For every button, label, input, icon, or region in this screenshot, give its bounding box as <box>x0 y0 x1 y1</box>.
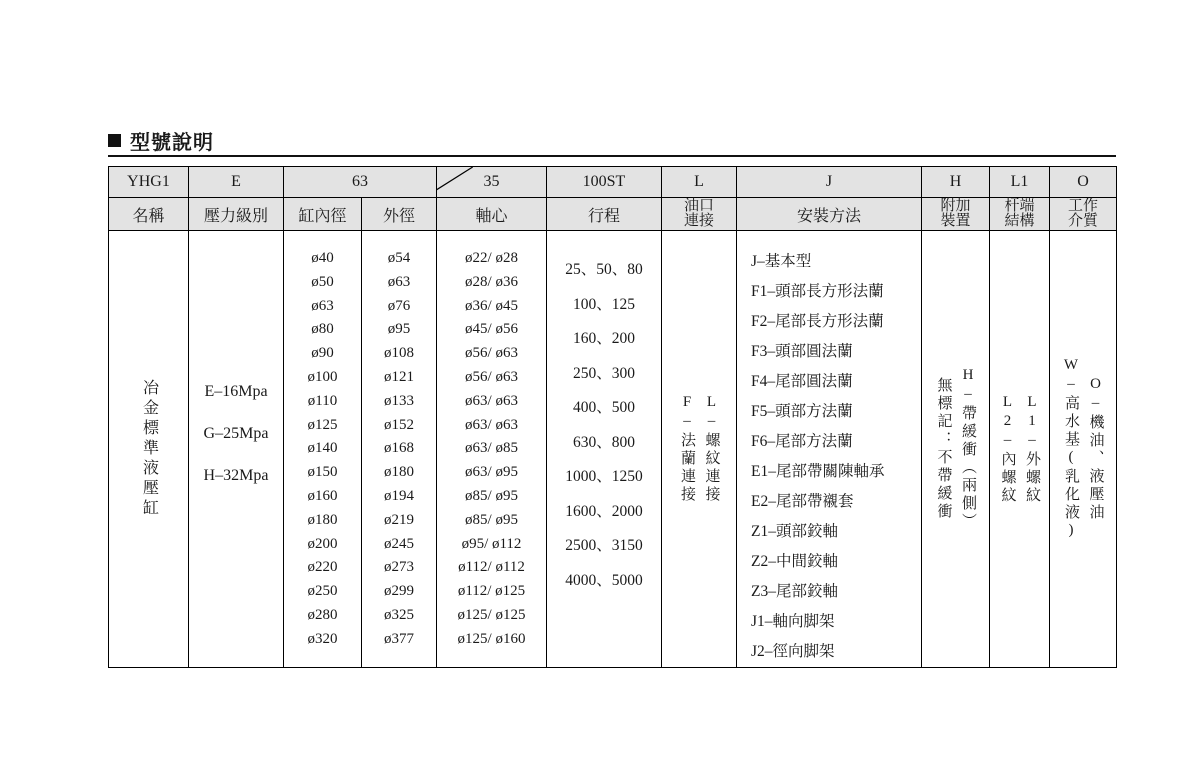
body-cell-pressure <box>189 231 284 668</box>
bore-item: ø100 <box>307 368 338 385</box>
port-item: L–螺紋連接 <box>703 394 720 504</box>
header-rod-line2: 結構 <box>1004 213 1035 229</box>
outer-item: ø121 <box>384 368 414 385</box>
outer-item: ø377 <box>384 630 414 647</box>
bore-item: ø280 <box>307 606 338 623</box>
body-cell-shaft <box>437 231 547 668</box>
bore-item: ø90 <box>311 345 334 362</box>
body-cell-rod <box>990 231 1050 668</box>
port-vertical-group <box>662 231 736 667</box>
mount-item: F1–頭部長方形法蘭 <box>751 283 884 300</box>
cell-code-name: YHG1 <box>109 167 189 198</box>
header-port-line1: 油口 <box>683 198 714 214</box>
stroke-item: 160、200 <box>572 330 635 347</box>
header-extra <box>922 198 990 231</box>
outer-item: ø325 <box>384 606 414 623</box>
stroke-item: 100、125 <box>572 295 635 313</box>
mount-item: J2–徑向脚架 <box>751 643 835 660</box>
mount-item: Z1–頭部鉸軸 <box>751 523 838 540</box>
outer-item: ø245 <box>384 535 414 552</box>
bore-item: ø80 <box>311 321 334 338</box>
cell-code-shaft-text: 35 <box>483 173 500 190</box>
shaft-item: ø85/ ø95 <box>465 511 518 528</box>
body-cell-stroke <box>547 231 662 668</box>
outer-item: ø133 <box>384 392 414 409</box>
name-vertical-text: 冶金標準液壓缸 <box>140 379 158 519</box>
body-cell-name <box>109 231 189 668</box>
model-designation-table <box>108 166 1117 668</box>
header-outer: 外徑 <box>362 198 437 231</box>
outer-item: ø180 <box>384 464 414 481</box>
body-cell-extra <box>922 231 990 668</box>
bore-item: ø63 <box>311 297 334 314</box>
header-rod-line1: 杆端 <box>1004 198 1035 214</box>
cell-code-bore: 63 <box>284 167 437 198</box>
mount-item: F6–尾部方法蘭 <box>751 433 853 450</box>
shaft-item: ø22/ ø28 <box>465 250 518 266</box>
shaft-item: ø85/ ø95 <box>465 487 518 504</box>
shaft-item: ø95/ ø112 <box>461 535 522 552</box>
mount-item: J–基本型 <box>751 253 812 270</box>
bore-item: ø40 <box>311 250 334 266</box>
shaft-item: ø56/ ø63 <box>465 368 518 385</box>
header-medium-line1: 工作 <box>1067 198 1098 214</box>
cell-code-rod: L1 <box>990 167 1050 198</box>
header-pressure: 壓力級別 <box>189 198 284 231</box>
shaft-item: ø63/ ø95 <box>465 464 518 481</box>
outer-item: ø299 <box>384 583 414 600</box>
outer-item: ø168 <box>384 440 414 457</box>
header-shaft: 軸心 <box>437 198 547 231</box>
body-cell-mount <box>737 231 922 668</box>
shaft-item: ø56/ ø63 <box>465 345 518 362</box>
mount-item: F4–尾部圓法蘭 <box>751 373 853 390</box>
header-stroke: 行程 <box>547 198 662 231</box>
cell-code-mount: J <box>737 167 922 198</box>
header-port-line2: 連接 <box>683 213 714 229</box>
outer-item: ø108 <box>384 345 414 362</box>
outer-item: ø54 <box>387 250 411 266</box>
body-cell-outer <box>362 231 437 668</box>
stroke-item: 4000、5000 <box>565 571 643 589</box>
shaft-item: ø63/ ø63 <box>465 392 518 409</box>
outer-item: ø219 <box>384 511 414 528</box>
bore-item: ø50 <box>311 273 334 290</box>
extra-item: H–帶緩衝（兩側） <box>960 367 976 531</box>
shaft-item: ø125/ ø125 <box>457 606 526 623</box>
shaft-list <box>437 231 546 652</box>
mount-item: E1–尾部帶關陳軸承 <box>751 463 885 480</box>
shaft-item: ø112/ ø112 <box>458 559 525 576</box>
bore-item: ø125 <box>307 416 338 433</box>
header-bore: 缸內徑 <box>284 198 362 231</box>
extra-item: 無標記：不帶緩衝 <box>935 377 952 521</box>
shaft-item: ø28/ ø36 <box>465 273 518 290</box>
cell-code-shaft <box>437 167 547 198</box>
bore-item: ø110 <box>307 392 338 409</box>
body-cell-bore <box>284 231 362 668</box>
header-name: 名稱 <box>109 198 189 231</box>
outer-list <box>362 231 436 652</box>
page-title: 型號說明 <box>130 130 214 154</box>
stroke-item: 1600、2000 <box>565 502 643 520</box>
shaft-item: ø63/ ø85 <box>465 440 518 457</box>
shaft-item: ø63/ ø63 <box>465 416 518 433</box>
outer-item: ø152 <box>384 416 414 433</box>
bore-item: ø320 <box>307 630 338 647</box>
cell-code-stroke: 100ST <box>547 167 662 198</box>
medium-item: O–機油、液壓油 <box>1087 376 1104 522</box>
outer-item: ø95 <box>387 321 411 338</box>
bore-item: ø180 <box>307 511 338 528</box>
mount-item: Z2–中間鉸軸 <box>751 553 838 570</box>
shaft-item: ø125/ ø160 <box>457 630 526 647</box>
outer-item: ø63 <box>387 273 411 290</box>
pressure-item: E–16Mpa <box>204 383 268 400</box>
header-mount: 安裝方法 <box>737 198 922 231</box>
pressure-list <box>189 231 283 497</box>
stroke-list <box>547 231 661 598</box>
rod-item: L2–內螺紋 <box>999 393 1016 505</box>
section-heading <box>108 126 214 155</box>
mount-item: Z3–尾部鉸軸 <box>751 583 838 600</box>
header-rod <box>990 198 1050 231</box>
cell-code-extra: H <box>922 167 990 198</box>
table-row-headers <box>109 198 1117 231</box>
shaft-item: ø36/ ø45 <box>465 297 518 314</box>
header-extra-line1: 附加 <box>940 198 971 214</box>
cell-code-pressure: E <box>189 167 284 198</box>
mount-item: F5–頭部方法蘭 <box>751 403 853 420</box>
rod-item: L1–外螺紋 <box>1024 393 1040 505</box>
stroke-item: 400、500 <box>572 399 635 416</box>
square-bullet-icon <box>108 134 121 147</box>
header-extra-line2: 裝置 <box>940 213 971 229</box>
cell-code-medium: O <box>1050 167 1117 198</box>
rod-vertical-group <box>990 231 1049 667</box>
pressure-item: G–25Mpa <box>203 425 269 442</box>
mount-item: J1–軸向脚架 <box>751 613 835 630</box>
bore-item: ø220 <box>307 559 338 576</box>
port-item: F–法蘭連接 <box>679 394 695 504</box>
body-cell-medium <box>1050 231 1117 668</box>
outer-item: ø273 <box>384 559 414 576</box>
shaft-item: ø112/ ø125 <box>457 583 526 600</box>
header-medium <box>1050 198 1117 231</box>
outer-item: ø194 <box>384 487 414 504</box>
mount-item: F2–尾部長方形法蘭 <box>751 313 884 330</box>
bore-list <box>284 231 361 652</box>
mount-list <box>737 231 921 667</box>
heading-divider <box>108 155 1116 157</box>
cell-code-port: L <box>662 167 737 198</box>
medium-vertical-group <box>1050 231 1116 667</box>
bore-item: ø160 <box>307 487 338 504</box>
outer-item: ø76 <box>387 297 411 314</box>
header-port <box>662 198 737 231</box>
pressure-item: H–32Mpa <box>203 467 269 484</box>
extra-vertical-group <box>922 231 989 667</box>
stroke-item: 250、300 <box>572 364 635 382</box>
shaft-item: ø45/ ø56 <box>465 321 518 338</box>
table-row-codes <box>109 167 1117 198</box>
header-medium-line2: 介質 <box>1067 213 1098 229</box>
mount-item: E2–尾部帶襯套 <box>751 493 854 510</box>
bore-item: ø250 <box>307 583 338 600</box>
stroke-item: 1000、1250 <box>565 468 643 485</box>
table-row-body <box>109 231 1117 668</box>
bore-item: ø140 <box>307 440 338 457</box>
stroke-item: 2500、3150 <box>565 537 643 554</box>
medium-item: W–高水基(乳化液) <box>1063 357 1079 541</box>
body-cell-port <box>662 231 737 668</box>
mount-item: F3–頭部圓法蘭 <box>751 343 853 360</box>
bore-item: ø150 <box>307 464 338 481</box>
stroke-item: 630、800 <box>572 433 635 451</box>
stroke-item: 25、50、80 <box>565 261 643 278</box>
bore-item: ø200 <box>307 535 338 552</box>
